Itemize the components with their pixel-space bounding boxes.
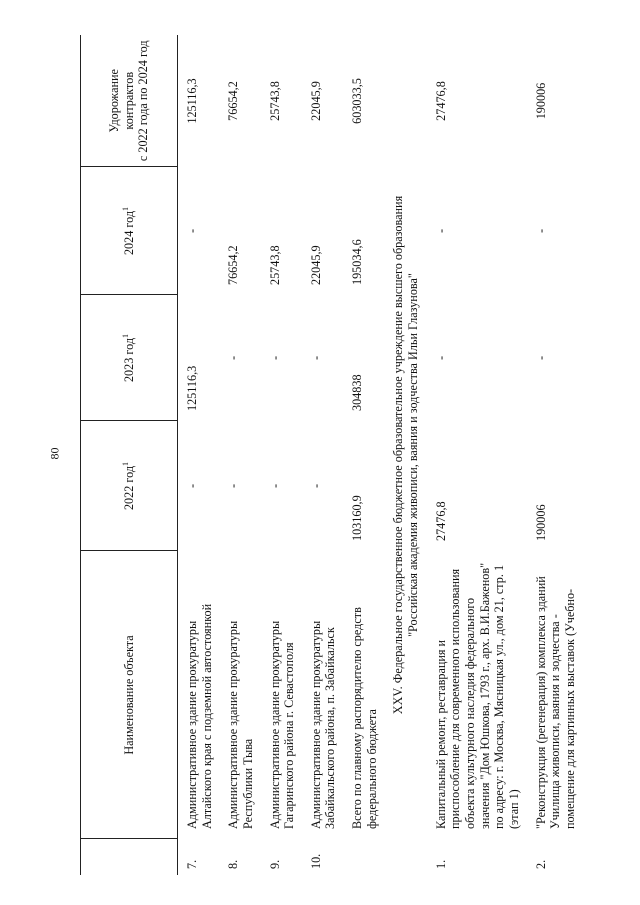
header-object-name: Наименование объекта [81,551,178,839]
row-value-total: 22045,9 [308,81,323,121]
row-value-total: 190006 [533,82,548,120]
section-heading: XXV. Федеральное государственное бюджетное образовательное учреждение высшего образования "Российская академия живописи, ваяния и зодчества Ильи Глазунова" [391,195,421,715]
construction-costs-table [80,35,582,875]
row-value-2024: - [185,228,199,234]
row-value-2022: - [226,483,241,489]
row-value-2022: 190006 [533,504,548,541]
row-number: 1. [433,859,448,869]
row-number: 8. [226,859,241,869]
row-value-2022: - [185,483,199,489]
row-object-name: Административное здание прокуратуры Гагаринского района г. Севастополя [267,620,297,829]
row-value-2024: - [533,228,548,234]
row-value-2024: 195034,6 [350,239,365,285]
row-value-total: 76654,2 [226,81,241,121]
table-row [261,35,302,875]
row-value-2022: 103160,9 [350,495,365,541]
table-header-row [81,35,178,875]
row-value-2022: 27476,8 [433,501,448,541]
row-value-2024: 22045,9 [308,245,323,285]
row-value-total: 603033,5 [350,78,365,124]
table-row [302,35,343,875]
table-row [427,35,527,875]
table-row [527,35,583,875]
row-object-name: Административное здание прокуратуры Республики Тыва [226,620,255,829]
header-total-increase: Удорожание контрактов с 2022 года по 2024 год [81,35,178,167]
row-object-name: Капитальный ремонт, реставрация и приспособление для современного использования объекта культурного наследия федерального значения "Дом Юшкова, 1793 г., арх. В.И.Баженов" по адресу: г. Москва, Мясницкая ул., дом 21, стр. 1 (этап 1) [433,562,521,829]
header-number [81,839,178,875]
row-value-total: 27476,8 [433,81,448,121]
page-number: 80 [47,447,62,460]
row-value-2023: - [433,355,448,361]
row-value-2023: 304838 [350,374,365,411]
row-value-2023: - [308,355,323,361]
row-value-total: 125116,3 [185,78,199,124]
row-value-2024: 25743,8 [267,245,282,285]
row-number: 7. [185,859,199,869]
table-row [219,35,260,875]
row-value-2023: - [267,355,282,361]
table-row-total [343,35,384,875]
row-number: 2. [533,859,548,869]
row-object-name: Административное здание прокуратуры Забайкальского района, п. Забайкальск [308,620,338,829]
row-number: 10. [308,853,323,869]
row-value-2024: - [433,228,448,234]
row-value-total: 25743,8 [267,81,282,121]
header-2022: 2022 год$^1$ [81,421,178,551]
row-object-name: Административное здание прокуратуры Алтайского края с подземной автостоянкой [185,603,214,829]
row-number: 9. [267,859,282,869]
table-row [178,35,220,875]
row-value-2023: - [226,355,241,361]
header-2023: 2023 год$^1$ [81,295,178,421]
row-value-2023: - [533,355,548,361]
row-value-2024: 76654,2 [226,245,241,285]
row-value-2022: - [308,483,323,489]
row-value-2022: - [267,483,282,489]
section-heading-row [384,35,426,875]
row-value-2023: 125116,3 [185,365,199,411]
row-object-name: "Реконструкция (регенерация) комплекса зданий Училища живописи, ваяния и зодчества - помещение для картинных выставок (Учебно- [533,576,577,829]
row-object-name: Всего по главному распорядителю средств федерального бюджета [350,607,379,829]
row-number [343,839,384,875]
header-2024: 2024 год$^1$ [81,167,178,295]
rotated-table-container [80,35,577,875]
